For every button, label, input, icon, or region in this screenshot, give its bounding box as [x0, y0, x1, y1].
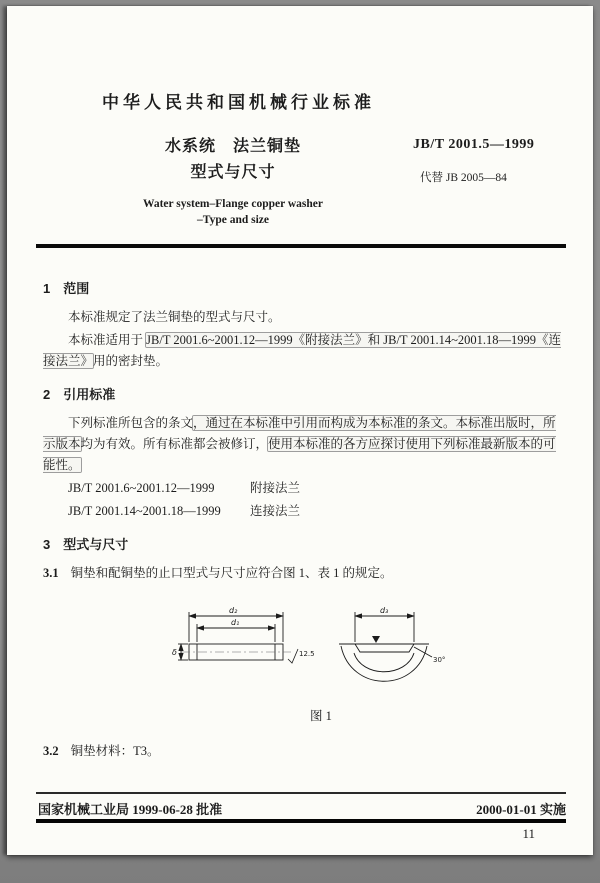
clause-3-1-number: 3.1: [43, 566, 59, 580]
angle-label-30: 30°: [433, 656, 446, 664]
clause-3-2-number: 3.2: [43, 744, 59, 758]
footer-rule-bottom: [36, 819, 566, 823]
reference-2-number: JB/T 2001.14~2001.18—1999: [68, 504, 221, 518]
figure-1-drawing: [171, 600, 471, 700]
title-cn-line2: 型式与尺寸: [190, 164, 276, 181]
scope-p2-text-end: 用的密封垫。: [93, 354, 169, 368]
standard-number: JB/T 2001.5—1999: [413, 137, 535, 152]
clause-3-2-text: 铜垫材料：T3。: [70, 744, 160, 758]
document-body: [7, 248, 593, 762]
references-highlight-1: ，通过在本标准中引用而构成为本标准的条文。本标准出版时，所示版本: [43, 416, 556, 451]
scope-p2-text: 本标准适用于: [68, 333, 147, 347]
scope-p2-highlight: JB/T 2001.6~2001.12—1999《附接法兰》和 JB/T 2001.14~2001.18—1999《连接法兰》: [43, 333, 561, 368]
dimension-label-thickness: δ: [172, 648, 177, 657]
references-highlight-2: 使用本标准的各方应探讨使用下列标准最新版本的可能性。: [43, 437, 556, 472]
page-number: 11: [522, 826, 535, 841]
scope-paragraph-1: 本标准规定了法兰铜垫的型式与尺寸。: [68, 310, 281, 324]
references-text-1: 下列标准所包含的条文: [68, 416, 194, 430]
footer-rule-top: [36, 792, 566, 794]
surface-finish-icon: [372, 636, 380, 643]
dimension-label-d3: d₃: [380, 606, 389, 615]
document-title-cn: [115, 134, 351, 186]
clause-3-1: [43, 563, 564, 584]
section-3-heading: 3 型式与尺寸: [43, 537, 129, 552]
section-2-heading: 2 引用标准: [43, 387, 116, 402]
title-en-line2: –Type and size: [197, 214, 269, 226]
roughness-value: 12.5: [299, 650, 315, 658]
references-text-2: 均为有效。所有标准都会被修订，: [80, 437, 269, 451]
clause-3-2: [43, 741, 564, 762]
title-en-line1: Water system–Flange copper washer: [142, 198, 324, 210]
section-1-heading: 1 范围: [43, 281, 90, 296]
reference-1-title: 附接法兰: [250, 481, 301, 495]
references-paragraph: [43, 413, 564, 476]
title-cn-line1: 水系统 法兰铜垫: [164, 138, 301, 155]
figure-1-caption: 图 1: [310, 709, 332, 723]
replaces-note: 代替 JB 2005—84: [420, 172, 507, 184]
document-title-en: [115, 196, 351, 228]
figure-1: [171, 600, 471, 700]
document-page: [7, 6, 593, 855]
clause-3-1-text: 铜垫和配铜垫的止口型式与尺寸应符合图 1、表 1 的规定。: [70, 566, 393, 580]
reference-1-number: JB/T 2001.6~2001.12—1999: [68, 481, 215, 495]
dimension-label-d1: d₁: [231, 618, 240, 627]
dimension-label-d2: d₂: [229, 606, 238, 615]
flange-groove-section-view: [339, 612, 432, 681]
standard-type-heading: 中华人民共和国机械行业标准: [102, 93, 375, 112]
document-header: [7, 6, 593, 244]
approval-note: 国家机械工业局 1999-06-28 批准: [38, 802, 223, 817]
implementation-date: 2000-01-01 实施: [476, 802, 566, 817]
scope-paragraph-2: [43, 330, 564, 372]
reference-2-title: 连接法兰: [250, 504, 301, 518]
reference-entry-1: [68, 478, 564, 499]
reference-entry-2: [68, 501, 564, 522]
document-footer: [38, 799, 566, 818]
